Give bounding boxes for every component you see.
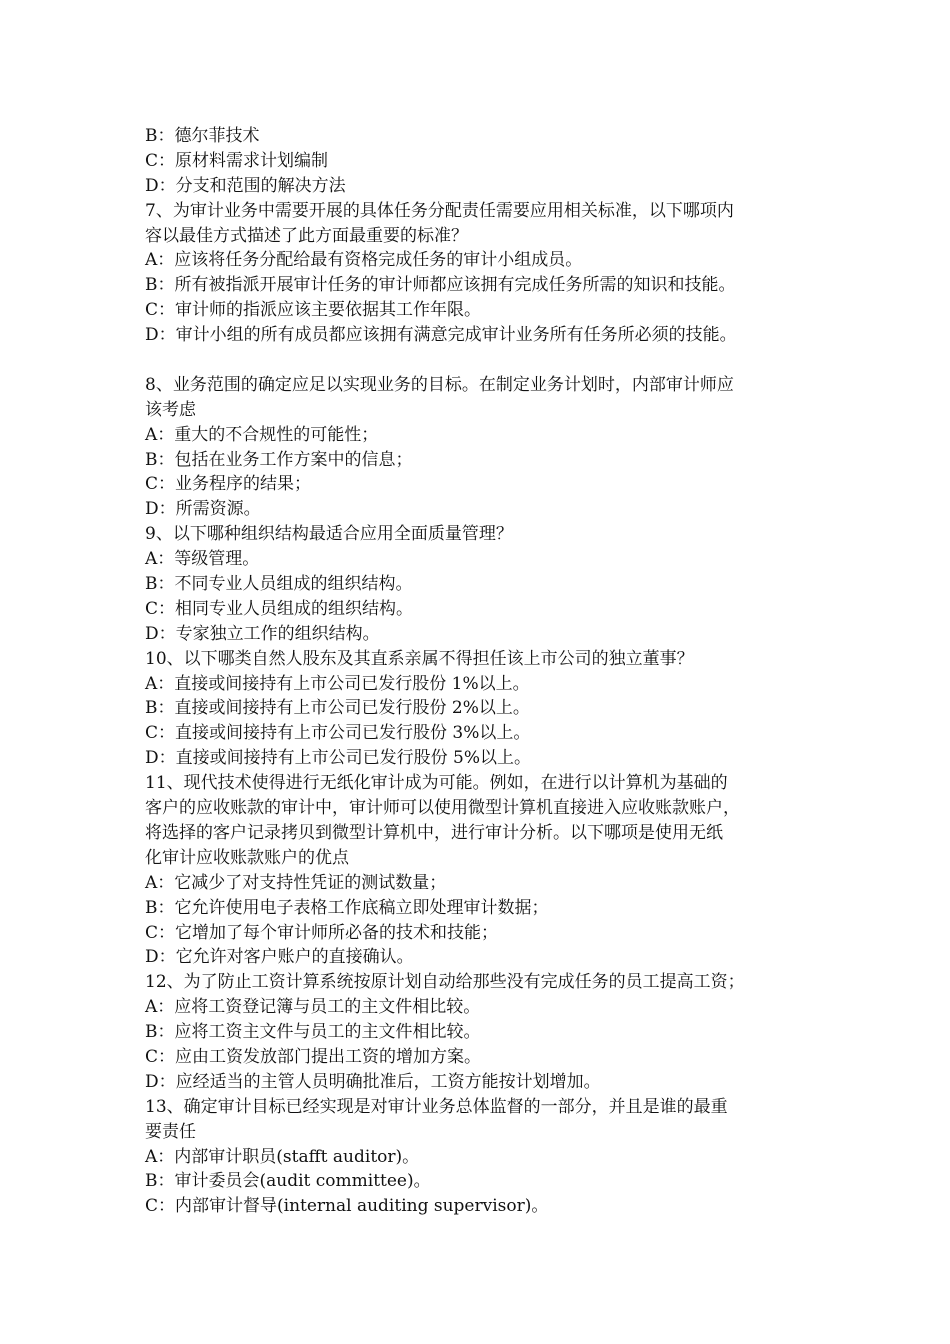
question-line: 9、以下哪种组织结构最适合应用全面质量管理？	[145, 524, 513, 545]
option-line: C：应由工资发放部门提出工资的增加方案。	[145, 1046, 482, 1067]
option-line: C：它增加了每个审计师所必备的技术和技能；	[145, 922, 499, 943]
option-line: C：审计师的指派应该主要依据其工作年限。	[145, 300, 482, 321]
option-line: B：不同专业人员组成的组织结构。	[145, 574, 413, 595]
option-line: C：直接或间接持有上市公司已发行股份 3%以上。	[145, 723, 531, 744]
question-line: 12、为了防止工资计算系统按原计划自动给那些没有完成任务的员工提高工资；	[145, 972, 745, 993]
option-line: C：内部审计督导(internal auditing supervisor)。	[145, 1196, 549, 1217]
question-line: 13、确定审计目标已经实现是对审计业务总体监督的一部分，并且是谁的最重	[145, 1096, 728, 1117]
option-line: A：应将工资登记簿与员工的主文件相比较。	[145, 997, 481, 1018]
option-line: A：应该将任务分配给最有资格完成任务的审计小组成员。	[145, 250, 583, 271]
question-line: 8、业务范围的确定应足以实现业务的目标。在制定业务计划时，内部审计师应	[145, 374, 734, 395]
option-line: B：它允许使用电子表格工作底稿立即处理审计数据；	[145, 897, 549, 918]
option-line: C：原材料需求计划编制	[145, 150, 329, 171]
text-line: 要责任	[145, 1121, 196, 1142]
option-line: C：相同专业人员组成的组织结构。	[145, 598, 414, 619]
option-line: D：专家独立工作的组织结构。	[145, 623, 380, 644]
option-line: B：德尔菲技术	[145, 126, 260, 146]
option-line: D：直接或间接持有上市公司已发行股份 5%以上。	[145, 748, 532, 769]
text-line: 将选择的客户记录拷贝到微型计算机中，进行审计分析。以下哪项是使用无纸	[145, 822, 723, 843]
option-line: A：它减少了对支持性凭证的测试数量；	[145, 872, 447, 893]
text-line: 容以最佳方式描述了此方面最重要的标准？	[145, 225, 468, 246]
option-line: D：它允许对客户账户的直接确认。	[145, 947, 414, 968]
option-line: B：所有被指派开展审计任务的审计师都应该拥有完成任务所需的知识和技能。	[145, 275, 736, 296]
option-line: A：直接或间接持有上市公司已发行股份 1%以上。	[145, 673, 530, 694]
option-line: B：直接或间接持有上市公司已发行股份 2%以上。	[145, 698, 530, 719]
document-body	[145, 124, 835, 1219]
option-line: B：审计委员会(audit committee)。	[145, 1171, 431, 1192]
text-line: 该考虑	[145, 399, 196, 420]
question-line: 7、为审计业务中需要开展的具体任务分配责任需要应用相关标准，以下哪项内	[145, 200, 734, 221]
option-line: D：分支和范围的解决方法	[145, 175, 346, 196]
option-line: A：等级管理。	[145, 549, 260, 570]
text-line: 化审计应收账款账户的优点	[145, 847, 349, 868]
question-line: 10、以下哪类自然人股东及其直系亲属不得担任该上市公司的独立董事？	[145, 648, 694, 669]
option-line: D：应经适当的主管人员明确批准后，工资方能按计划增加。	[145, 1071, 601, 1092]
option-line: B：应将工资主文件与员工的主文件相比较。	[145, 1022, 481, 1043]
blank-line	[145, 348, 835, 373]
option-line: A：内部审计职员(stafft auditor)。	[145, 1146, 420, 1167]
question-line: 11、现代技术使得进行无纸化审计成为可能。例如，在进行以计算机为基础的	[145, 773, 728, 794]
option-line: C：业务程序的结果；	[145, 474, 312, 495]
text-line: 客户的应收账款的审计中，审计师可以使用微型计算机直接进入应收账款账户，	[145, 798, 740, 819]
option-line: A：重大的不合规性的可能性；	[145, 424, 379, 445]
option-line: B：包括在业务工作方案中的信息；	[145, 449, 413, 470]
option-line: D：审计小组的所有成员都应该拥有满意完成审计业务所有任务所必须的技能。	[145, 325, 737, 346]
option-line: D：所需资源。	[145, 499, 261, 520]
